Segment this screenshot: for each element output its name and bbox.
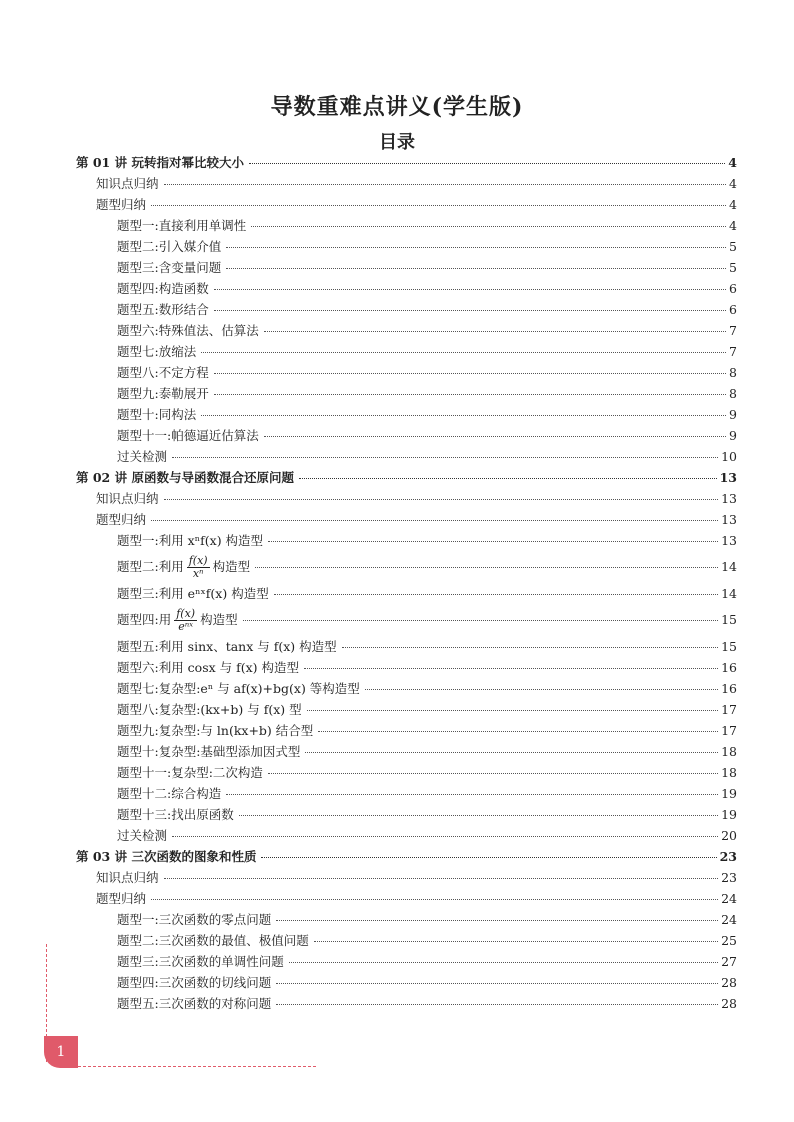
toc-entry-label (117, 951, 284, 972)
toc-page-number: 7 (729, 323, 737, 338)
toc-page-number: 6 (729, 302, 737, 317)
toc-topic-entry[interactable] (76, 951, 737, 972)
toc-entry-text: 题型六:利用 cosx 与 f(x) 构造型 (117, 660, 300, 675)
toc-topic-entry[interactable] (76, 236, 737, 257)
toc-entry-text: 题型三:三次函数的单调性问题 (117, 954, 284, 969)
toc-entry-text: 过关检测 (117, 828, 168, 843)
toc-topic-entry[interactable] (76, 425, 737, 446)
toc-entry-text: 题型四:构造函数 (117, 281, 209, 296)
toc-page-number: 16 (721, 681, 737, 696)
toc-topic-entry[interactable] (76, 972, 737, 993)
toc-topic-entry[interactable] (76, 404, 737, 425)
toc-page-number: 8 (729, 365, 737, 380)
toc-page-number: 15 (721, 612, 737, 627)
toc-entry-label (117, 678, 360, 699)
toc-entry-text: 知识点归纳 (96, 176, 159, 191)
dot-leader (226, 267, 726, 269)
fraction-formula (187, 555, 210, 580)
toc-topic-entry[interactable] (76, 299, 737, 320)
toc-entry-text: 题型五:利用 sinx、tanx 与 f(x) 构造型 (117, 639, 337, 654)
toc-entry-label (117, 636, 337, 657)
toc-topic-entry[interactable] (76, 362, 737, 383)
dot-leader (289, 961, 718, 963)
toc-entry-label (117, 741, 300, 762)
dot-leader (151, 204, 726, 206)
toc-entry-text: 题型九:复杂型:与 ln(kx+b) 结合型 (117, 723, 314, 738)
dot-leader (264, 435, 726, 437)
table-of-contents (76, 152, 737, 1014)
toc-entry-text: 题型十二:综合构造 (117, 786, 222, 801)
toc-topic-entry[interactable] (76, 530, 737, 551)
toc-heading: 目录 (379, 132, 415, 153)
toc-topic-entry[interactable] (76, 215, 737, 236)
toc-entry-label (96, 173, 159, 194)
toc-entry-text: 第 02 讲 原函数与导函数混合还原问题 (76, 470, 294, 485)
dot-leader (305, 751, 718, 753)
toc-entry-label (117, 404, 196, 425)
toc-entry-label (117, 804, 234, 825)
toc-topic-entry[interactable] (76, 446, 737, 467)
toc-page-number: 28 (721, 975, 737, 990)
toc-entry-text: 题型二:三次函数的最值、极值问题 (117, 933, 309, 948)
toc-page-number: 24 (721, 891, 737, 906)
toc-entry-text: 过关检测 (117, 449, 168, 464)
toc-page-number: 15 (721, 639, 737, 654)
toc-section-entry[interactable] (76, 509, 737, 530)
toc-topic-entry[interactable] (76, 341, 737, 362)
toc-section-entry[interactable] (76, 173, 737, 194)
dot-leader (226, 246, 726, 248)
toc-entry-label (96, 194, 146, 215)
toc-section-entry[interactable] (76, 888, 737, 909)
toc-section-entry[interactable] (76, 194, 737, 215)
toc-page-number: 24 (721, 912, 737, 927)
toc-entry-label (117, 299, 209, 320)
toc-entry-label (117, 551, 250, 583)
toc-entry-text: 题型十三:找出原函数 (117, 807, 234, 822)
toc-page-number: 19 (721, 786, 737, 801)
toc-entry-label (117, 341, 196, 362)
toc-entry-text: 题型三:含变量问题 (117, 260, 222, 275)
toc-entry-text: 题型九:泰勒展开 (117, 386, 209, 401)
dot-leader (164, 498, 719, 500)
dot-leader (214, 372, 726, 374)
toc-entry-label (117, 383, 209, 404)
fraction-formula (174, 608, 197, 633)
toc-page-number: 13 (721, 533, 737, 548)
toc-entry-text: 题型六:特殊值法、估算法 (117, 323, 259, 338)
toc-entry-label (117, 930, 309, 951)
toc-topic-entry[interactable] (76, 720, 737, 741)
page-corner-decoration-horizontal (78, 1066, 316, 1067)
toc-page-number: 20 (721, 828, 737, 843)
dot-leader (268, 772, 718, 774)
toc-entry-label (117, 720, 313, 741)
toc-entry-text: 题型七:放缩法 (117, 344, 197, 359)
toc-page-number: 10 (721, 449, 737, 464)
toc-entry-label (117, 604, 238, 636)
toc-topic-entry[interactable] (76, 551, 737, 583)
toc-page-number: 13 (721, 491, 737, 506)
dot-leader (268, 540, 718, 542)
toc-entry-label (117, 825, 167, 846)
toc-entry-text: 题型二:利用 (117, 559, 184, 574)
toc-topic-entry[interactable] (76, 278, 737, 299)
dot-leader (172, 835, 718, 837)
toc-entry-label (117, 993, 271, 1014)
toc-page-number: 4 (729, 197, 737, 212)
dot-leader (249, 162, 725, 164)
toc-entry-text: 题型五:三次函数的对称问题 (117, 996, 272, 1011)
toc-entry-label (117, 446, 167, 467)
toc-entry-text: 题型四:用 (117, 612, 172, 627)
toc-page-number: 18 (721, 765, 737, 780)
toc-entry-label (96, 509, 146, 530)
toc-entry-label (76, 467, 294, 488)
toc-topic-entry[interactable] (76, 604, 737, 636)
toc-topic-entry[interactable] (76, 583, 737, 604)
fraction-numerator: f(x) (188, 554, 208, 567)
toc-entry-suffix: 构造型 (200, 612, 238, 627)
toc-entry-label (117, 278, 209, 299)
toc-entry-label (76, 846, 256, 867)
dot-leader (264, 330, 726, 332)
dot-leader (251, 225, 726, 227)
toc-page-number: 14 (721, 559, 737, 574)
toc-entry-label (96, 888, 146, 909)
toc-entry-label (117, 362, 209, 383)
toc-page-number: 17 (721, 702, 737, 717)
toc-topic-entry[interactable] (76, 741, 737, 762)
dot-leader (314, 940, 718, 942)
toc-page-number: 28 (721, 996, 737, 1011)
toc-entry-text: 题型归纳 (96, 512, 147, 527)
toc-entry-label (117, 215, 246, 236)
toc-topic-entry[interactable] (76, 657, 737, 678)
toc-topic-entry[interactable] (76, 762, 737, 783)
toc-page-number: 14 (721, 586, 737, 601)
toc-topic-entry[interactable] (76, 699, 737, 720)
dot-leader (151, 519, 718, 521)
toc-chapter-entry[interactable] (76, 846, 737, 867)
toc-entry-text: 题型八:复杂型:(kx+b) 与 f(x) 型 (117, 702, 302, 717)
toc-entry-label (117, 257, 221, 278)
toc-entry-suffix: 构造型 (212, 559, 251, 574)
dot-leader (164, 183, 727, 185)
toc-entry-text: 题型七:复杂型:eⁿ 与 af(x)+bg(x) 等构造型 (117, 681, 360, 696)
dot-leader (365, 688, 718, 690)
toc-page-number: 5 (729, 260, 737, 275)
toc-topic-entry[interactable] (76, 825, 737, 846)
toc-page-number: 9 (729, 407, 737, 422)
dot-leader (214, 288, 726, 290)
toc-topic-entry[interactable] (76, 678, 737, 699)
dot-leader (201, 414, 726, 416)
toc-entry-text: 题型十一:复杂型:二次构造 (117, 765, 263, 780)
dot-leader (243, 619, 719, 621)
dot-leader (276, 919, 718, 921)
dot-leader (201, 351, 726, 353)
toc-entry-text: 第 01 讲 玩转指对幂比较大小 (76, 155, 244, 170)
toc-section-entry[interactable] (76, 867, 737, 888)
toc-page-number: 19 (721, 807, 737, 822)
toc-entry-label (117, 762, 263, 783)
toc-topic-entry[interactable] (76, 930, 737, 951)
dot-leader (172, 456, 718, 458)
page-number-badge: 1 (44, 1036, 78, 1068)
toc-page-number: 9 (729, 428, 737, 443)
dot-leader (261, 856, 716, 858)
toc-page-number: 4 (728, 155, 737, 170)
toc-entry-label (117, 583, 269, 604)
toc-page-number: 6 (729, 281, 737, 296)
dot-leader (151, 898, 718, 900)
toc-page-number: 4 (729, 176, 737, 191)
toc-entry-text: 题型一:三次函数的零点问题 (117, 912, 272, 927)
toc-entry-text: 题型五:数形结合 (117, 302, 209, 317)
toc-entry-text: 题型归纳 (96, 197, 147, 212)
toc-page-number: 27 (721, 954, 737, 969)
toc-entry-label (117, 320, 259, 341)
dot-leader (307, 709, 718, 711)
document-title: 导数重难点讲义(学生版) (270, 94, 524, 120)
fraction-denominator: eⁿˣ (178, 620, 194, 633)
toc-entry-label (117, 657, 299, 678)
dot-leader (164, 877, 719, 879)
toc-page-number: 23 (721, 870, 737, 885)
toc-page-number: 25 (721, 933, 737, 948)
toc-page-number: 4 (729, 218, 737, 233)
toc-entry-text: 题型一:直接利用单调性 (117, 218, 247, 233)
toc-entry-text: 题型十:同构法 (117, 407, 197, 422)
toc-page-number: 16 (721, 660, 737, 675)
toc-entry-label (117, 530, 263, 551)
toc-entry-text: 题型一:利用 xⁿf(x) 构造型 (117, 533, 264, 548)
toc-entry-label (117, 236, 221, 257)
dot-leader (304, 667, 718, 669)
toc-entry-label (117, 699, 302, 720)
toc-topic-entry[interactable] (76, 320, 737, 341)
toc-chapter-entry[interactable] (76, 152, 737, 173)
toc-entry-text: 知识点归纳 (96, 870, 159, 885)
toc-page-number: 13 (719, 470, 737, 485)
dot-leader (214, 309, 726, 311)
toc-topic-entry[interactable] (76, 257, 737, 278)
toc-entry-text: 知识点归纳 (96, 491, 159, 506)
toc-topic-entry[interactable] (76, 993, 737, 1014)
toc-chapter-entry[interactable] (76, 467, 737, 488)
toc-entry-label (117, 909, 271, 930)
toc-entry-label (117, 425, 259, 446)
toc-entry-text: 题型十:复杂型:基础型添加因式型 (117, 744, 301, 759)
toc-entry-text: 第 03 讲 三次函数的图象和性质 (76, 849, 257, 864)
toc-entry-label (117, 783, 221, 804)
toc-entry-label (96, 488, 159, 509)
toc-entry-text: 题型十一:帕德逼近估算法 (117, 428, 259, 443)
toc-entry-label (96, 867, 159, 888)
toc-section-entry[interactable] (76, 488, 737, 509)
toc-page-number: 17 (721, 723, 737, 738)
toc-page-number: 23 (719, 849, 737, 864)
dot-leader (226, 793, 718, 795)
fraction-numerator: f(x) (176, 607, 196, 620)
toc-entry-text: 题型四:三次函数的切线问题 (117, 975, 272, 990)
toc-topic-entry[interactable] (76, 804, 737, 825)
toc-entry-text: 题型三:利用 eⁿˣf(x) 构造型 (117, 586, 269, 601)
toc-topic-entry[interactable] (76, 909, 737, 930)
toc-topic-entry[interactable] (76, 636, 737, 657)
toc-page-number: 18 (721, 744, 737, 759)
dot-leader (255, 566, 718, 568)
toc-topic-entry[interactable] (76, 383, 737, 404)
dot-leader (276, 982, 718, 984)
dot-leader (318, 730, 718, 732)
dot-leader (274, 593, 718, 595)
toc-entry-text: 题型归纳 (96, 891, 147, 906)
toc-page-number: 7 (729, 344, 737, 359)
toc-entry-text: 题型八:不定方程 (117, 365, 209, 380)
dot-leader (276, 1003, 718, 1005)
dot-leader (299, 477, 717, 479)
dot-leader (239, 814, 718, 816)
toc-entry-label (117, 972, 271, 993)
toc-page-number: 8 (729, 386, 737, 401)
toc-entry-text: 题型二:引入媒介值 (117, 239, 222, 254)
dot-leader (342, 646, 718, 648)
dot-leader (214, 393, 726, 395)
toc-entry-label (76, 152, 244, 173)
toc-topic-entry[interactable] (76, 783, 737, 804)
toc-page-number: 5 (729, 239, 737, 254)
toc-page-number: 13 (721, 512, 737, 527)
fraction-denominator: xⁿ (192, 567, 204, 580)
